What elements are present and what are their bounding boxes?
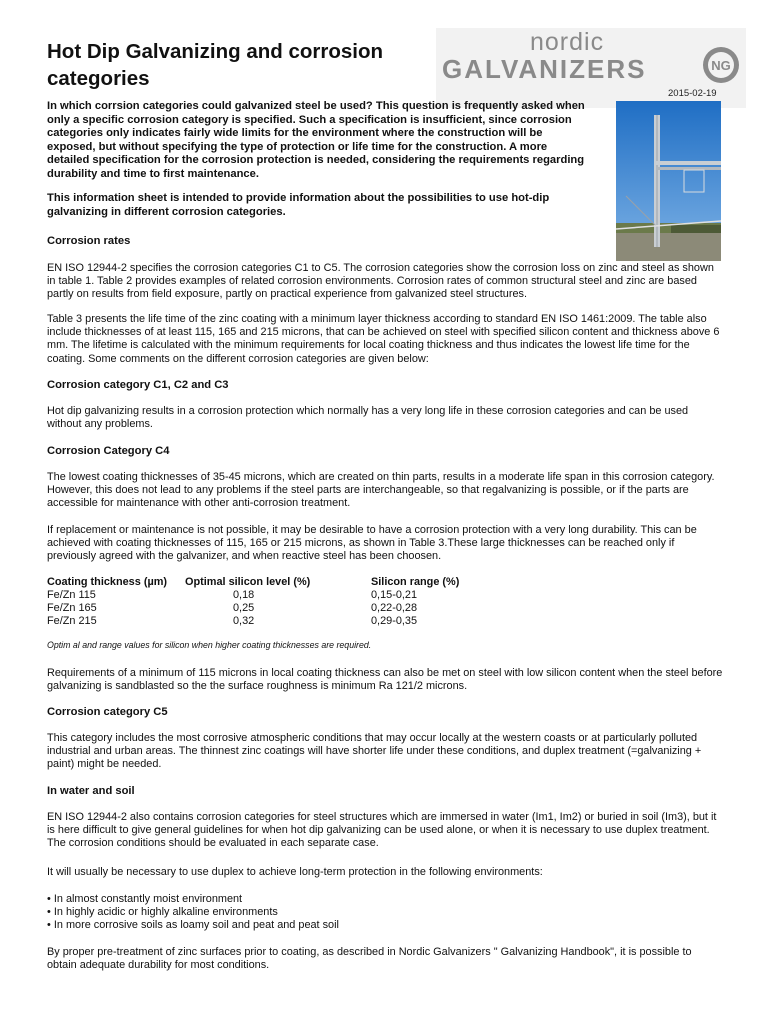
heading-c5: Corrosion category C5 [47, 706, 168, 718]
environment-list [47, 893, 339, 933]
list-item: • In almost constantly moist environment [47, 893, 243, 905]
table-cell: Fe/Zn 215 [47, 615, 97, 627]
page-title: Hot Dip Galvanizing and corrosion categories [47, 40, 383, 90]
table-cell: 0,25 [233, 602, 255, 614]
table-cell: Fe/Zn 115 [47, 589, 96, 601]
gantry-photo [616, 101, 721, 261]
table-header-cell: Coating thickness (µm) [47, 576, 168, 588]
paragraph-corrosion-rates-1: EN ISO 12944-2 specifies the corrosion categories C1 to C5. The corrosion categories show the corrosion loss on zinc and steel as shown in table 1. Table 2 provides examples of related corrosion environments. Corrosion rates of common structural steel and zinc are based partly on results from field exposure, partly on practical experience from galvanized steel structures. [47, 262, 714, 301]
ng-logo-icon [702, 46, 740, 84]
table-cell: 0,18 [233, 589, 255, 601]
paragraph-final: By proper pre-treatment of zinc surfaces prior to coating, as described in Nordic Galvanizers " Galvanizing Handbook", it is possible to obtain adequate durability for most conditions. [47, 946, 692, 972]
paragraph-c1-c2-c3: Hot dip galvanizing results in a corrosion protection which normally has a very long life in these corrosion categories and can be used without any problems. [47, 405, 689, 431]
heading-corrosion-rates: Corrosion rates [47, 235, 131, 247]
table-cell: 0,15-0,21 [371, 589, 418, 601]
intro-paragraph-1: In which corrsion categories could galvanized steel be used? This question is frequently asked when only a specific corrosion category is specified. Such a specification is insufficient, since corrosion categories only indicates fairly wide limits for the environment where the construction will be exposed, but without specifying the type of protection or life time for the construction. A more detailed specification for the corrosion protection is needed, considering the requirements regarding durability and time to first maintenance. [47, 100, 585, 180]
paragraph-c4-2: If replacement or maintenance is not possible, it may be desirable to have a corrosion protection with a very long durability. This can be achieved with coating thicknesses of 115, 165 or 215 microns, as shown in Table 3.These large thicknesses can be reached only if previously agreed with the galvanizer, and when reactive steel has been choosen. [47, 524, 697, 563]
intro-paragraph-2: This information sheet is intended to provide information about the possibilities to use hot-dip galvanizing in different corrosion categories. [47, 192, 550, 218]
paragraph-c4-3: Requirements of a minimum of 115 microns in local coating thickness can also be met on steel with low silicon content when the steel before galvanizing is sandblasted so the the surface roughness is minimum Ra 121/2 microns. [47, 667, 723, 693]
table-note: Optim al and range values for silicon when higher coating thicknesses are required. [47, 640, 372, 650]
logo-mark-text: NG [711, 58, 731, 73]
heading-water-soil: In water and soil [47, 785, 135, 797]
table-header-cell: Optimal silicon level (%) [185, 576, 311, 588]
paragraph-water-soil-2: It will usually be necessary to use duplex to achieve long-term protection in the following environments: [47, 866, 543, 878]
logo-text-galvanizers: GALVANIZERS [442, 54, 647, 84]
table-header-cell: Silicon range (%) [371, 576, 460, 588]
table-cell: 0,29-0,35 [371, 615, 418, 627]
list-item: • In highly acidic or highly alkaline environments [47, 906, 278, 919]
table-cell: 0,32 [233, 615, 255, 627]
table-cell: Fe/Zn 165 [47, 602, 97, 614]
logo-text-nordic: nordic [530, 28, 605, 56]
paragraph-water-soil-1: EN ISO 12944-2 also contains corrosion categories for steel structures which are immersed in water (Im1, Im2) or buried in soil (Im3), but it is here difficult to give general guidelines for when hot dip galvanizing can be used alone, or when it is necessary to use duplex treatment. The corrosion conditions should be evaluated in each separate case. [47, 811, 717, 850]
paragraph-c4-1: The lowest coating thicknesses of 35-45 microns, which are created on thin parts, results in a moderate life span in this corrosion category. However, this does not lead to any problems if the steel parts are interchangeable, so that regalvanizing is possible, or if the parts are accessible for maintenance with other anti-corrosion treatment. [47, 471, 715, 510]
table-cell: 0,22-0,28 [371, 602, 418, 614]
heading-c1-c2-c3: Corrosion category C1, C2 and C3 [47, 379, 229, 391]
heading-c4: Corrosion Category C4 [47, 445, 170, 457]
paragraph-c5: This category includes the most corrosive atmospheric conditions that may occur locally at the western coasts or at particularly polluted industrial and urban areas. The thinnest zinc coatings will have shorter life under these conditions, and duplex treatment (=galvanizing + paint) might be needed. [47, 732, 702, 771]
document-date: 2015-02-19 [668, 88, 717, 99]
paragraph-corrosion-rates-2: Table 3 presents the life time of the zinc coating with a minimum layer thickness according to standard EN ISO 1461:2009. The table also include thicknesses of at least 115, 165 and 215 microns, that can be achieved on steel with specified silicon content and thickness above 6 mm. The lifetime is calculated with the minimum requirements for local coating thickness and thus indicates the lowest life time for the coating. Some comments on the different corrosion categories are given below: [47, 313, 720, 365]
list-item: • In more corrosive soils as loamy soil and peat and peat soil [47, 919, 339, 932]
